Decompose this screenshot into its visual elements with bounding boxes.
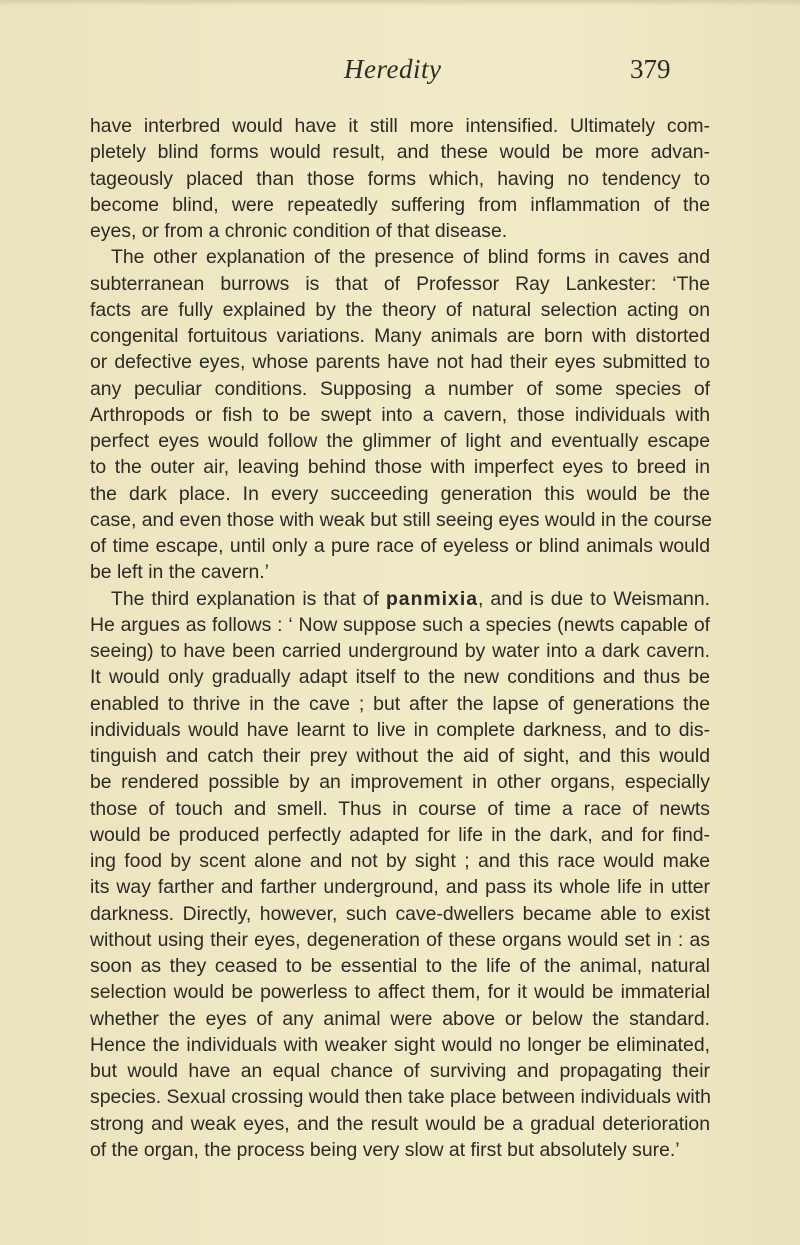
text-line: facts are fully explained by the theory of natural selection acting on bbox=[90, 298, 710, 321]
text-line: without using their eyes, degeneration of these organs would set in : as bbox=[90, 928, 710, 951]
line-fragment: The third explanation is that of bbox=[111, 587, 386, 610]
text-line: of time escape, until only a pure race of eyeless or blind animals would bbox=[90, 535, 710, 557]
text-line: Hence the individuals with weaker sight would no longer be eliminated, bbox=[90, 1033, 710, 1056]
text-line: subterranean burrows is that of Professor Ray Lankester: ‘The bbox=[90, 272, 710, 295]
text-line: enabled to thrive in the cave ; but after the lapse of generations the bbox=[90, 692, 710, 715]
page-number: 379 bbox=[630, 54, 671, 84]
text-line: any peculiar conditions. Supposing a number of some species of bbox=[90, 377, 710, 400]
text-line: strong and weak eyes, and the result would be a gradual deterioration bbox=[90, 1112, 710, 1135]
text-line: Arthropods or fish to be swept into a cavern, those individuals with bbox=[90, 403, 710, 426]
text-line: pletely blind forms would result, and these would be more advan- bbox=[90, 141, 710, 164]
text-line: species. Sexual crossing would then take place between individuals with bbox=[90, 1086, 711, 1109]
text-line: tageously placed than those forms which, having no tendency to bbox=[90, 167, 710, 190]
paragraph-start-line: The other explanation of the presence of blind forms in caves and bbox=[111, 246, 710, 269]
text-line: or defective eyes, whose parents have not had their eyes submitted to bbox=[90, 351, 710, 374]
text-line: would be produced perfectly adapted for life in the dark, and for find- bbox=[90, 823, 710, 846]
body-text bbox=[90, 113, 710, 1163]
text-line: congenital fortuitous variations. Many animals are born with distorted bbox=[90, 325, 710, 347]
text-line: case, and even those with weak but still seeing eyes would in the course bbox=[90, 508, 712, 531]
emphasized-term: panmixia bbox=[385, 587, 479, 610]
text-line: of the organ, the process being very slow at first but absolutely sure.’ bbox=[90, 1138, 680, 1161]
text-line: individuals would have learnt to live in complete darkness, and to dis- bbox=[90, 718, 710, 741]
text-line: He argues as follows : ‘ Now suppose such a species (newts capable of bbox=[90, 613, 710, 636]
text-line: eyes, or from a chronic condition of that disease. bbox=[90, 220, 508, 242]
text-line: be left in the cavern.’ bbox=[90, 561, 269, 584]
text-line: ing food by scent alone and not by sight ; and this race would make bbox=[90, 850, 710, 872]
paragraph-start-line bbox=[90, 586, 710, 612]
text-line: whether the eyes of any animal were above or below the standard. bbox=[90, 1007, 710, 1030]
text-line: darkness. Directly, however, such cave-dwellers became able to exist bbox=[90, 902, 710, 925]
line-fragment: , and is due to Weismann. bbox=[478, 587, 710, 610]
text-line: selection would be powerless to affect them, for it would be immaterial bbox=[90, 981, 710, 1004]
text-line: to the outer air, leaving behind those with imperfect eyes to breed in bbox=[90, 456, 710, 479]
text-line: have interbred would have it still more intensified. Ultimately com- bbox=[90, 115, 710, 137]
running-title: Heredity bbox=[344, 54, 442, 84]
text-line: be rendered possible by an improvement in other organs, especially bbox=[90, 771, 710, 794]
text-line: tinguish and catch their prey without the aid of sight, and this would bbox=[90, 745, 710, 767]
text-line: become blind, were repeatedly suffering from inflammation of the bbox=[90, 193, 710, 216]
text-line: its way farther and farther underground, and pass its whole life in utter bbox=[90, 876, 710, 899]
page-top-edge bbox=[0, 0, 800, 6]
text-line: those of touch and smell. Thus in course of time a race of newts bbox=[90, 797, 710, 820]
text-line: the dark place. In every succeeding generation this would be the bbox=[90, 482, 710, 505]
text-line: but would have an equal chance of surviving and propagating their bbox=[90, 1060, 710, 1082]
text-line: It would only gradually adapt itself to the new conditions and thus be bbox=[90, 666, 710, 689]
text-line: soon as they ceased to be essential to the life of the animal, natural bbox=[90, 955, 710, 977]
text-line: seeing) to have been carried underground by water into a dark cavern. bbox=[90, 640, 710, 662]
text-line: perfect eyes would follow the glimmer of light and eventually escape bbox=[90, 430, 710, 452]
